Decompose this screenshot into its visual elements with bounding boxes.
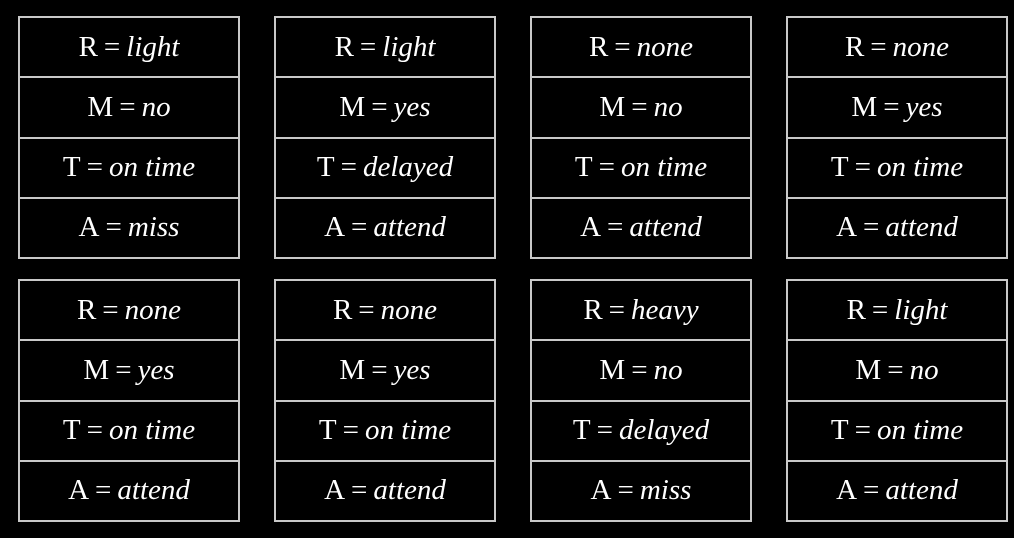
case-attribute-row — [20, 341, 238, 401]
attribute-name: A — [836, 474, 858, 507]
case-attribute-row — [532, 402, 750, 462]
attribute-value: on time — [108, 414, 196, 447]
attribute-name: A — [590, 474, 612, 507]
equals-sign: = — [614, 30, 631, 63]
equals-sign: = — [342, 414, 359, 447]
attribute-value: no — [909, 353, 939, 386]
case-attribute-row — [20, 199, 238, 257]
equals-sign: = — [631, 353, 648, 386]
attribute-name: M — [339, 90, 366, 123]
attribute-value: yes — [905, 90, 943, 123]
equals-sign: = — [115, 353, 132, 386]
equals-sign: = — [119, 90, 136, 123]
case-attribute-row — [20, 402, 238, 462]
attribute-name: M — [855, 353, 882, 386]
equals-sign: = — [371, 90, 388, 123]
case-attribute-row — [276, 18, 494, 78]
equals-sign: = — [86, 414, 103, 447]
case-card — [274, 279, 496, 522]
attribute-name: T — [316, 151, 335, 184]
attribute-name: T — [318, 414, 337, 447]
attribute-value: none — [380, 293, 438, 326]
equals-sign: = — [617, 474, 634, 507]
attribute-name: M — [599, 353, 626, 386]
case-attribute-row — [20, 281, 238, 341]
attribute-name: M — [851, 90, 878, 123]
equals-sign: = — [351, 211, 368, 244]
case-attribute-row — [20, 462, 238, 520]
equals-sign: = — [883, 90, 900, 123]
attribute-name: M — [339, 353, 366, 386]
attribute-name: R — [846, 293, 866, 326]
attribute-value: delayed — [362, 151, 454, 184]
attribute-value: on time — [620, 151, 708, 184]
attribute-value: attend — [373, 474, 446, 507]
case-attribute-row — [276, 139, 494, 199]
case-attribute-row — [788, 462, 1006, 520]
attribute-value: delayed — [618, 414, 710, 447]
attribute-name: R — [844, 30, 865, 63]
attribute-name: A — [68, 474, 90, 507]
case-attribute-row — [788, 341, 1006, 401]
case-card — [18, 16, 240, 259]
attribute-value: attend — [373, 211, 446, 244]
case-card — [18, 279, 240, 522]
case-card — [530, 16, 752, 259]
attribute-name: M — [87, 90, 114, 123]
case-attribute-row — [788, 402, 1006, 462]
equals-sign: = — [371, 353, 388, 386]
equals-sign: = — [351, 474, 368, 507]
equals-sign: = — [631, 90, 648, 123]
case-attribute-row — [276, 402, 494, 462]
attribute-name: M — [599, 90, 626, 123]
case-attribute-row — [532, 18, 750, 78]
case-attribute-row — [788, 281, 1006, 341]
case-attribute-row — [532, 199, 750, 257]
attribute-name: A — [580, 211, 602, 244]
equals-sign: = — [340, 151, 357, 184]
case-attribute-row — [532, 139, 750, 199]
case-attribute-row — [20, 78, 238, 138]
case-attribute-row — [532, 78, 750, 138]
attribute-value: on time — [364, 414, 452, 447]
case-card — [786, 279, 1008, 522]
attribute-value: yes — [393, 90, 431, 123]
attribute-value: on time — [108, 151, 196, 184]
equals-sign: = — [871, 293, 889, 326]
equals-sign: = — [863, 474, 880, 507]
case-attribute-row — [276, 78, 494, 138]
equals-sign: = — [95, 474, 112, 507]
case-attribute-row — [788, 199, 1006, 257]
equals-sign: = — [102, 293, 119, 326]
attribute-value: on time — [876, 151, 964, 184]
equals-sign: = — [86, 151, 103, 184]
equals-sign: = — [854, 414, 871, 447]
attribute-value: on time — [876, 414, 964, 447]
attribute-value: none — [892, 30, 950, 63]
attribute-value: none — [124, 293, 182, 326]
attribute-name: A — [324, 211, 346, 244]
equals-sign: = — [598, 151, 615, 184]
attribute-name: T — [62, 414, 81, 447]
equals-sign: = — [358, 293, 375, 326]
attribute-name: A — [324, 474, 346, 507]
case-attribute-row — [276, 199, 494, 257]
equals-sign: = — [854, 151, 871, 184]
equals-sign: = — [607, 211, 624, 244]
case-card — [786, 16, 1008, 259]
attribute-value: yes — [393, 353, 431, 386]
case-card — [274, 16, 496, 259]
attribute-name: R — [583, 293, 603, 326]
attribute-name: A — [836, 211, 858, 244]
equals-sign: = — [359, 30, 377, 63]
equals-sign: = — [870, 30, 887, 63]
case-card — [530, 279, 752, 522]
attribute-value: light — [894, 293, 948, 326]
attribute-name: M — [83, 353, 110, 386]
case-attribute-row — [276, 281, 494, 341]
attribute-value: no — [141, 90, 171, 123]
case-attribute-row — [532, 281, 750, 341]
case-attribute-row — [276, 462, 494, 520]
equals-sign: = — [103, 30, 121, 63]
case-attribute-row — [20, 18, 238, 78]
attribute-name: T — [572, 414, 591, 447]
attribute-value: no — [653, 353, 683, 386]
attribute-value: miss — [127, 211, 180, 244]
attribute-value: light — [382, 30, 436, 63]
attribute-name: R — [76, 293, 97, 326]
case-attribute-row — [788, 18, 1006, 78]
attribute-value: attend — [629, 211, 702, 244]
attribute-name: R — [588, 30, 609, 63]
attribute-name: T — [830, 414, 849, 447]
attribute-value: attend — [117, 474, 190, 507]
attribute-value: heavy — [631, 293, 699, 326]
attribute-value: no — [653, 90, 683, 123]
attribute-name: R — [78, 30, 98, 63]
attribute-name: A — [78, 211, 100, 244]
attribute-value: light — [126, 30, 180, 63]
attribute-value: none — [636, 30, 694, 63]
attribute-name: R — [334, 30, 354, 63]
attribute-name: R — [332, 293, 353, 326]
case-attribute-row — [532, 341, 750, 401]
equals-sign: = — [105, 211, 122, 244]
equals-sign: = — [596, 414, 613, 447]
attribute-value: attend — [885, 211, 958, 244]
case-attribute-row — [788, 139, 1006, 199]
attribute-name: T — [62, 151, 81, 184]
attribute-value: yes — [137, 353, 175, 386]
case-attribute-row — [532, 462, 750, 520]
case-attribute-row — [788, 78, 1006, 138]
equals-sign: = — [887, 353, 904, 386]
attribute-name: T — [830, 151, 849, 184]
attribute-name: T — [574, 151, 593, 184]
equals-sign: = — [608, 293, 626, 326]
equals-sign: = — [863, 211, 880, 244]
attribute-value: miss — [639, 474, 692, 507]
case-attribute-row — [276, 341, 494, 401]
attribute-value: attend — [885, 474, 958, 507]
case-attribute-row — [20, 139, 238, 199]
